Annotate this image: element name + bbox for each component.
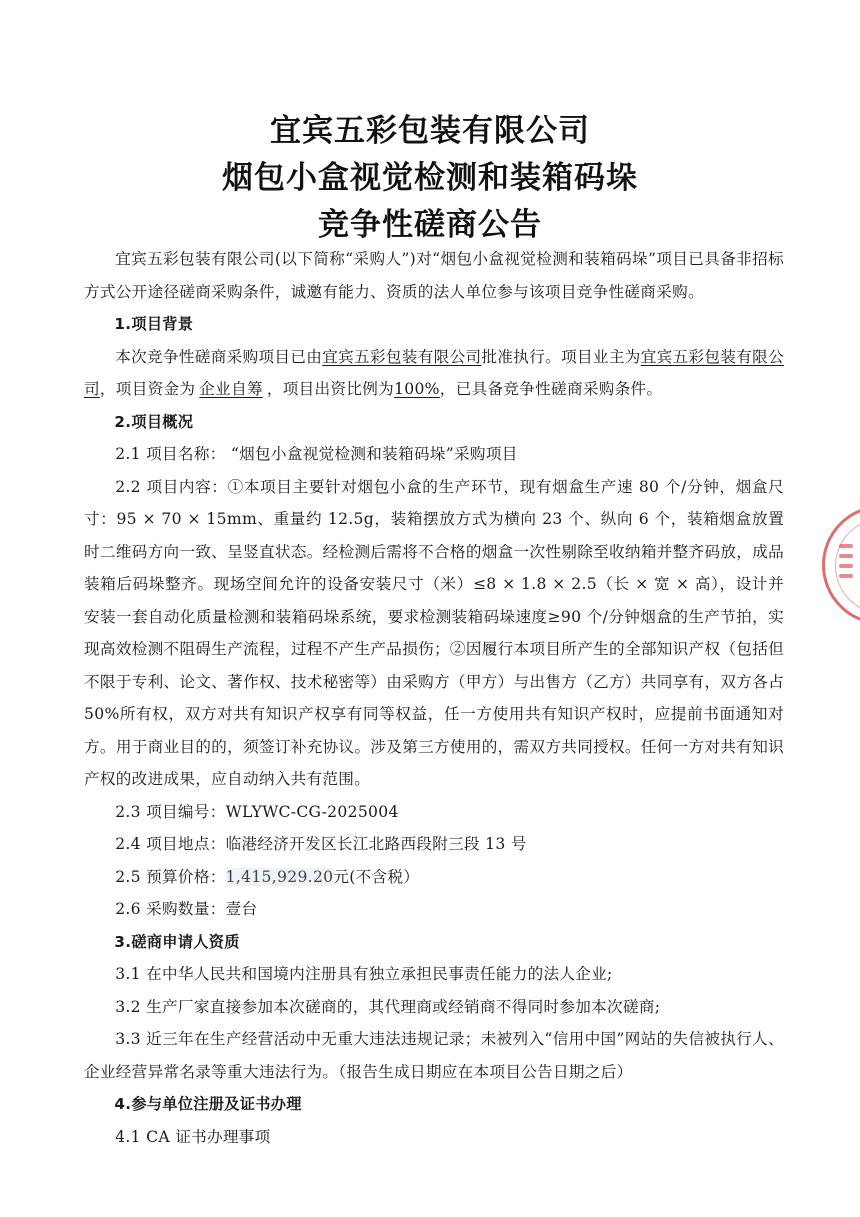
section-1-heading: 1.项目背景 <box>114 315 194 333</box>
section-2-heading: 2.项目概况 <box>114 412 194 431</box>
section-1-text: ，项目出资比例为 <box>266 380 395 398</box>
section-4-heading: 4.参与单位注册及证书办理 <box>114 1095 302 1113</box>
seal-mark <box>839 538 860 598</box>
project-budget <box>84 861 784 894</box>
project-name: 2.1 项目名称： “烟包小盒视觉检测和装箱码垛”采购项目 <box>115 445 518 463</box>
project-quantity: 2.6 采购数量：壹台 <box>115 900 258 918</box>
budget-label: 2.5 预算价格： <box>115 867 226 886</box>
project-content: 2.2 项目内容：①本项目主要针对烟包小盒的生产环节，现有烟盒生产速 80 个/分钟，烟盒尺寸：95 × 70 × 15mm、重量约 12.5g，装箱摆放方式为横向 23 个、纵向 6 个，装箱烟盒放置时二维码方向一致、呈竖直状态。经检测后需将不合格的烟盒一次性剔除至收纳箱并整齐码放，成品装箱后码垛整齐。现场空间允许的设备安装尺寸（米）≤8 × 1.8 × 2.5（长 × 宽 × 高），设计并安装一套自动化质量检测和装箱码垛系统，要求检测装箱码垛速度≥90 个/分钟烟盒的生产节拍，实现高效检测不阻碍生产流程，过程不产生产品损伤；②因履行本项目所产生的全部知识产权（包括但不限于专利、论文、著作权、技术秘密等）由采购方（甲方）与出售方（乙方）共同享有，双方各占 50%所有权，双方对共有知识产权享有同等权益，任一方使用共有知识产权时，应提前书面通知对方。用于商业目的的，须签订补充协议。涉及第三方使用的，需双方共同授权。任何一方对共有知识产权的改进成果，应自动纳入共有范围。 <box>84 477 784 788</box>
funding-source: 企业自筹 <box>199 380 263 398</box>
budget-value: 1,415,929.20 <box>225 867 334 886</box>
document-body <box>84 243 784 1153</box>
title-company: 宜宾五彩包装有限公司 <box>270 113 590 149</box>
title-project: 烟包小盒视觉检测和装箱码垛 <box>222 160 638 196</box>
qualification-item: 3.1 在中华人民共和国境内注册具有独立承担民事责任能力的法人企业; <box>115 965 613 983</box>
intro-paragraph: 宜宾五彩包装有限公司(以下简称“采购人”)对“烟包小盒视觉检测和装箱码垛”项目已具备非招标方式公开途径磋商采购条件，诚邀有能力、资质的法人单位参与该项目竞争性磋商采购。 <box>84 250 784 301</box>
section-3-heading: 3.磋商申请人资质 <box>114 932 240 951</box>
title-notice: 竞争性磋商公告 <box>318 207 542 243</box>
budget-suffix: 元(不含税） <box>333 867 420 886</box>
section-1-text: 批准执行。项目业主为 <box>481 347 641 366</box>
project-number: 2.3 项目编号：WLYWC-CG-2025004 <box>115 802 399 821</box>
funding-ratio: 100% <box>394 380 440 398</box>
approver-name: 宜宾五彩包装有限公司 <box>322 347 482 366</box>
owner-name: 宜宾五彩包装有限公司 <box>84 347 784 398</box>
qualification-item: 3.3 近三年在生产经营活动中无重大违法违规记录；未被列入“信用中国”网站的失信被执行人、企业经营异常名录等重大违法行为。（报告生成日期应在本项目公告日期之后） <box>84 1030 784 1081</box>
section-1-text: 本次竞争性磋商采购项目已由 <box>115 347 323 366</box>
section-1-text: ，项目资金为 <box>99 380 196 398</box>
document-title <box>0 108 860 249</box>
company-seal-stamp <box>822 505 860 625</box>
section-1-text: ，已具备竞争性磋商采购条件。 <box>439 380 663 398</box>
project-location: 2.4 项目地点：临港经济开发区长江北路西段附三段 13 号 <box>115 835 527 853</box>
registration-item: 4.1 CA 证书办理事项 <box>115 1127 271 1146</box>
section-1-paragraph <box>84 341 784 406</box>
qualification-item: 3.2 生产厂家直接参加本次磋商的，其代理商或经销商不得同时参加本次磋商; <box>115 997 661 1016</box>
